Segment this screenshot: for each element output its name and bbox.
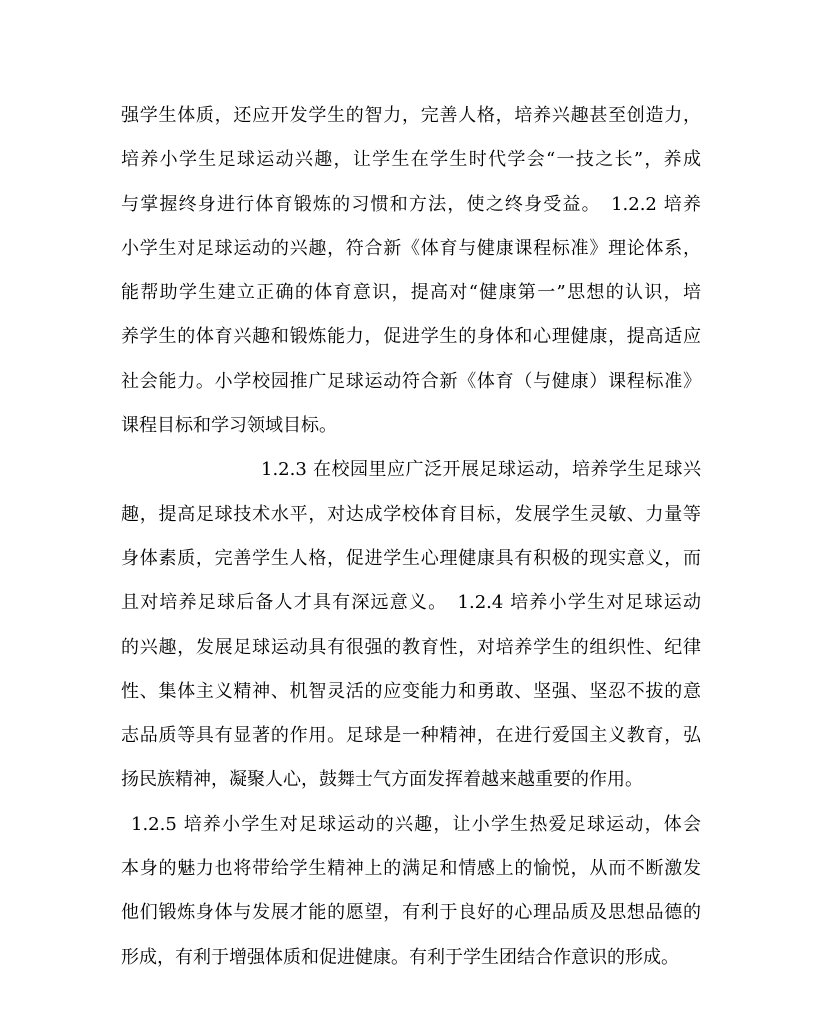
text-line: 形成，有利于增强体质和促进健康。有利于学生团结合作意识的形成。 [121,946,679,968]
text-line: 课程目标和学习领域目标。 [121,415,337,437]
text-line: 与掌握终身进行体育锻炼的习惯和方法，使之终身受益。 1.2.2 培养 [121,193,701,215]
text-line: 本身的魅力也将带给学生精神上的满足和情感上的愉悦，从而不断激发 [121,858,701,880]
text-line: 性、集体主义精神、机智灵活的应变能力和勇敢、坚强、坚忍不拔的意 [121,680,701,702]
text-line: 1.2.5 培养小学生对足球运动的兴趣，让小学生热爱足球运动，体会 [131,813,701,835]
text-line: 1.2.3 在校园里应广泛开展足球运动，培养学生足球兴 [261,459,701,481]
text-line: 的兴趣，发展足球运动具有很强的教育性，对培养学生的组织性、纪律 [121,636,701,658]
text-line: 他们锻炼身体与发展才能的愿望，有利于良好的心理品质及思想品德的 [121,902,701,924]
text-line: 小学生对足球运动的兴趣，符合新《体育与健康课程标准》理论体系， [121,237,701,259]
text-line: 社会能力。小学校园推广足球运动符合新《体育（与健康）课程标准》 [121,370,701,392]
body-text [121,94,701,980]
text-line: 且对培养足球后备人才具有深远意义。 1.2.4 培养小学生对足球运动 [121,592,701,614]
text-line: 养学生的体育兴趣和锻炼能力，促进学生的身体和心理健康，提高适应 [121,326,701,348]
text-line: 趣，提高足球技术水平，对达成学校体育目标，发展学生灵敏、力量等 [121,503,701,525]
text-line: 扬民族精神，凝聚人心，鼓舞士气方面发挥着越来越重要的作用。 [121,769,643,791]
text-line: 培养小学生足球运动兴趣，让学生在学生时代学会“一技之长”，养成 [121,149,701,171]
text-line: 身体素质，完善学生人格，促进学生心理健康具有积极的现实意义，而 [121,547,701,569]
text-line: 志品质等具有显著的作用。足球是一种精神，在进行爱国主义教育，弘 [121,725,701,747]
text-line: 能帮助学生建立正确的体育意识，提高对“健康第一”思想的认识，培 [121,282,701,304]
text-line: 强学生体质，还应开发学生的智力，完善人格，培养兴趣甚至创造力， [121,105,701,126]
